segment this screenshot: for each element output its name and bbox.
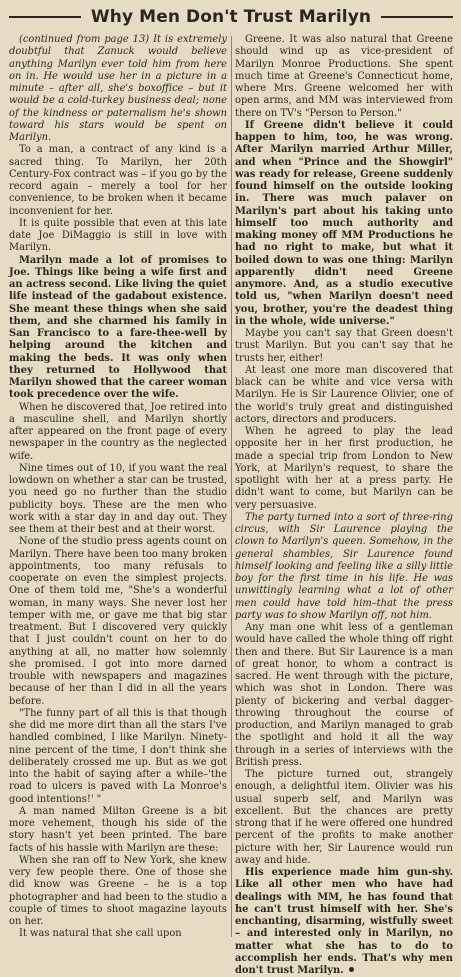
magazine-page [0, 2, 461, 976]
paragraph: Any man one whit less of a gentleman would have called the whole thing off right then and there. But Sir Laurence is a man of great honor, to whom a contract is sacred. He went through with the picture, which was shot in London. There was plenty of bickering and verbal dagger-throwing throughout the course of production, and Marilyn managed to grab the spotlight and hold it all the way through in a series of interviews with the British press. [235, 622, 453, 768]
article-title: Why Men Don't Trust Marilyn [90, 7, 372, 27]
column-left [9, 34, 227, 940]
column-divider [231, 36, 232, 937]
bullet-end-icon [349, 967, 354, 972]
paragraph: When she ran off to New York, she knew very few people there. One of those she did know was Greene – he is a top photographer and had been to the studio a couple of times to shoot magazine layouts on her. [9, 854, 227, 927]
paragraph: When he discovered that, Joe retired into a masculine shell, and Marilyn shortly after appeared on the front page of every newspaper in the country as the neglected wife. [9, 401, 227, 462]
headline-rule-left [9, 16, 81, 18]
paragraph: Nine times out of 10, if you want the real lowdown on whether a star can be trusted, you need go no further than the studio publicity boys. These are the men who work with a star day in and day out. They see them at their best and at their worst. [9, 462, 227, 535]
paragraph: His experience made him gun-shy. Like all other men who have had dealings with MM, he has found that he can't trust himself with her. She's enchanting, disarming, wistfully sweet – and interested only in Marilyn, no matter what she has to do to accomplish her ends. That's why men don't trust Marilyn. [235, 867, 453, 976]
paragraph: To a man, a contract of any kind is a sacred thing. To Marilyn, her 20th Century-Fox contract was – if you go by the record again – merely a tool for her convenience, to be broken when it became inconvenient for her. [9, 144, 227, 217]
paragraph: The picture turned out, strangely enough, a delightful item. Olivier was his usual superb self, and Marilyn was excellent. But the chances are pretty strong that if he were offered one hundred percent of the profits to make another picture with her, Sir Laurence would run away and hide. [235, 769, 453, 866]
headline-bar [9, 2, 453, 32]
paragraph: It was natural that she call upon [19, 928, 182, 940]
paragraph: (continued from page 13) It is extremely doubtful that Zanuck would believe anything Marilyn ever told him from here on in. He would use her in a picture in a minute – after all, she's boxoffice – but it would be a cold-turkey business deal; none of the kindness or paternalism he's shown toward his stars would be spent on Marilyn. [9, 34, 227, 143]
paragraph: None of the studio press agents count on Marilyn. There have been too many broken appointments, too many refusals to cooperate on even the simplest projects. One of them told me, "She's a wonderful woman, in many ways. She never lost her temper with me, or gave me that big star treatment. But I discovered very quickly that I just couldn't count on her to do anything at all, no matter how solemnly she promised. I got into more darned trouble with newspapers and magazines because of her than I did in all the years before. [9, 536, 227, 707]
paragraph: When he agreed to play the lead opposite her in her first production, he made a special trip from London to New York, at Marilyn's request, to share the spotlight with her at a press party. He didn't want to come, but Marilyn can be very persuasive. [235, 426, 453, 511]
column-right [235, 34, 453, 976]
paragraph: Maybe you can't say that Green doesn't trust Marilyn. But you can't say that he trusts her, either! [235, 328, 453, 364]
paragraph: A man named Milton Greene is a bit more vehement, though his side of the story hasn't yet been printed. The bare facts of his hassle with Marilyn are these: [9, 805, 227, 854]
paragraph: Marilyn made a lot of promises to Joe. Things like being a wife first and an actress second. Like living the quiet life instead of the gadabout existence. She meant these things when she said them, and she charmed his family in San Francisco to a fare-thee-well by helping around the kitchen and making the beds. It was only when they returned to Hollywood that Marilyn showed that the career woman took precedence over the wife. [9, 254, 227, 401]
article-body [9, 34, 453, 976]
headline-rule-right [381, 16, 453, 18]
paragraph: Greene. It was also natural that Greene should wind up as vice-president of Marilyn Monroe Productions. She spent much time at Greene's Connecticut home, where Mrs. Greene welcomed her with open arms, and MM was interviewed from there on TV's "Person to Person." [235, 34, 453, 119]
paragraph: If Greene didn't believe it could happen to him, too, he was wrong. After Marilyn married Arthur Miller, and when "Prince and the Showgirl" was ready for release, Greene suddenly found himself on the outside looking in. There was much palaver on Marilyn's part about his taking unto himself too much authority and making money off MM Productions he had no right to make, but what it boiled down to was one thing: Marilyn apparently didn't need Greene anymore. And, as a studio executive told us, "when Marilyn doesn't need you, brother, you're the deadest thing in the whole, wide universe." [235, 119, 453, 327]
paragraph: "The funny part of all this is that though she did me more dirt than all the stars I've handled combined, I like Marilyn. Ninety-nine percent of the time, I don't think she deliberately crossed me up. But as we got into the habit of saying after a while–'the road to ulcers is paved with La Monroe's good intentions!' " [9, 707, 227, 805]
paragraph: The party turned into a sort of three-ring circus, with Sir Laurence playing the clown to Marilyn's queen. Somehow, in the general shambles, Sir Laurence found himself looking and feeling like a silly little boy for the first time in his life. He was unwittingly learning what a lot of other men could have told him–that the press party was to show Marilyn off, not him. [235, 511, 453, 621]
paragraph: It is quite possible that even at this late date Joe DiMaggio is still in love with Marilyn. [9, 217, 227, 254]
paragraph: At least one more man discovered that black can be white and vice versa with Marilyn. He is Sir Laurence Olivier, one of the world's truly great and distinguished actors, directors and producers. [235, 364, 453, 425]
